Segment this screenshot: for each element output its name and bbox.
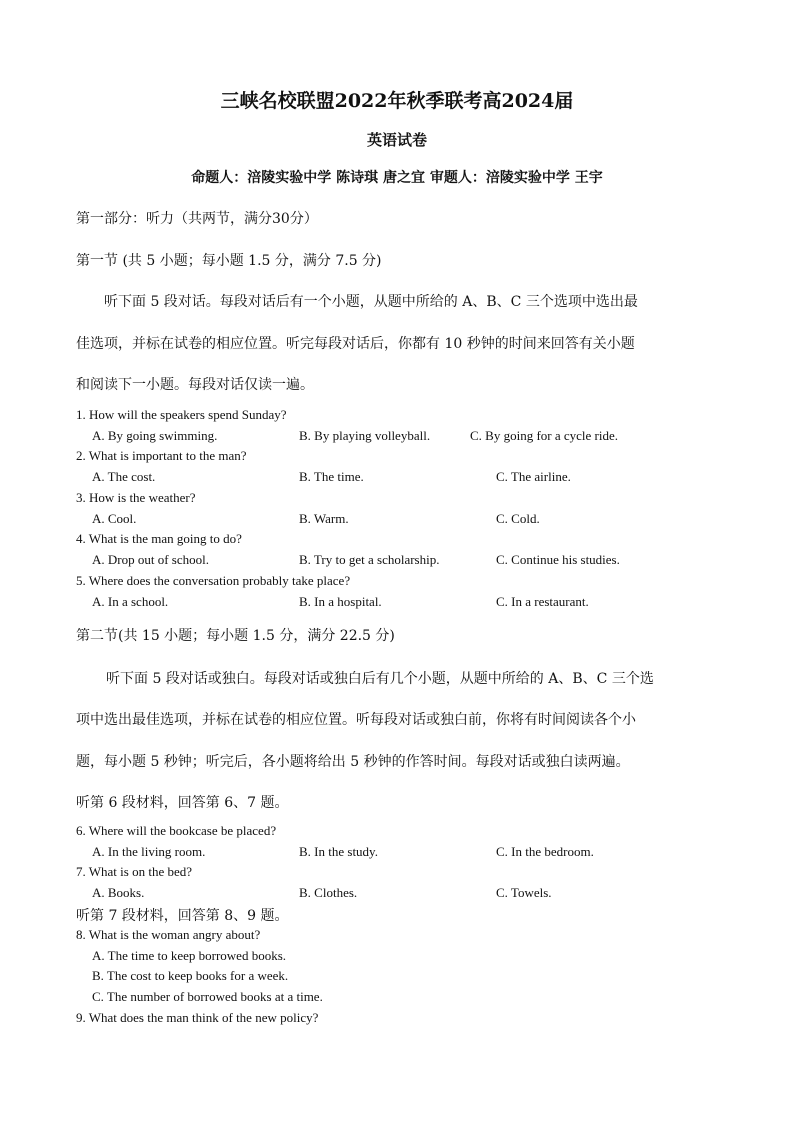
q7-option-c: C. Towels.: [496, 885, 552, 900]
q7-option-a: A. Books.: [92, 885, 145, 900]
section1-instructions-line3: 和阅读下一小题。每段对话仅读一遍。: [76, 377, 314, 393]
part1-heading: 第一部分：听力（共两节，满分30分）: [76, 211, 318, 227]
q2-option-a: A. The cost.: [92, 469, 156, 484]
exam-subject: 英语试卷: [366, 131, 427, 149]
q4-option-a: A. Drop out of school.: [92, 552, 209, 567]
q4-option-b: B. Try to get a scholarship.: [299, 552, 440, 567]
q5-option-c: C. In a restaurant.: [496, 594, 589, 609]
q6-option-c: C. In the bedroom.: [496, 844, 594, 859]
q5-option-b: B. In a hospital.: [299, 594, 382, 609]
q1-option-c: C. By going for a cycle ride.: [470, 428, 619, 443]
q3-option-b: B. Warm.: [299, 511, 349, 526]
q1-option-b: B. By playing volleyball.: [299, 428, 431, 443]
q5-option-a: A. In a school.: [92, 594, 169, 609]
question-8: 8. What is the woman angry about?: [76, 927, 261, 942]
material-7-heading: 听第 7 段材料，回答第 8、9 题。: [76, 908, 289, 924]
section2-instructions-line2: 项中选出最佳选项，并标在试卷的相应位置。听每段对话或独白前，你将有时间阅读各个小: [76, 712, 636, 728]
exam-title: 三峡名校联盟2022年秋季联考高2024届: [220, 90, 574, 112]
q6-option-a: A. In the living room.: [92, 844, 206, 859]
question-6: 6. Where will the bookcase be placed?: [76, 823, 277, 838]
q2-option-b: B. The time.: [299, 469, 364, 484]
section1-heading: 第一节 (共 5 小题；每小题 1.5 分，满分 7.5 分): [76, 253, 382, 269]
question-1: 1. How will the speakers spend Sunday?: [76, 407, 287, 422]
question-7: 7. What is on the bed?: [76, 864, 193, 879]
exam-authors: 命题人：涪陵实验中学 陈诗琪 唐之宜 审题人：涪陵实验中学 王宇: [191, 170, 603, 186]
material-6-heading: 听第 6 段材料，回答第 6、7 题。: [76, 795, 289, 811]
section2-heading: 第二节(共 15 小题；每小题 1.5 分，满分 22.5 分): [76, 628, 395, 644]
question-2: 2. What is important to the man?: [76, 448, 247, 463]
q8-option-a: A. The time to keep borrowed books.: [92, 948, 286, 963]
q3-option-c: C. Cold.: [496, 511, 540, 526]
q3-option-a: A. Cool.: [92, 511, 137, 526]
question-9: 9. What does the man think of the new policy?: [76, 1010, 319, 1025]
section2-instructions-line1: 听下面 5 段对话或独白。每段对话或独白后有几个小题，从题中所给的 A、B、C 三个选: [106, 671, 654, 687]
section1-instructions-line2: 佳选项，并标在试卷的相应位置。听完每段对话后，你都有 10 秒钟的时间来回答有关小题: [76, 336, 635, 352]
q8-option-b: B. The cost to keep books for a week.: [92, 968, 289, 983]
question-3: 3. How is the weather?: [76, 490, 196, 505]
section2-instructions-line3: 题，每小题 5 秒钟；听完后，各小题将给出 5 秒钟的作答时间。每段对话或独白读两遍。: [76, 754, 630, 770]
q7-option-b: B. Clothes.: [299, 885, 358, 900]
q4-option-c: C. Continue his studies.: [496, 552, 620, 567]
question-4: 4. What is the man going to do?: [76, 531, 242, 546]
question-5: 5. Where does the conversation probably take place?: [76, 573, 351, 588]
q8-option-c: C. The number of borrowed books at a time.: [92, 989, 323, 1004]
section1-instructions-line1: 听下面 5 段对话。每段对话后有一个小题，从题中所给的 A、B、C 三个选项中选出最: [104, 294, 638, 310]
q6-option-b: B. In the study.: [299, 844, 378, 859]
q2-option-c: C. The airline.: [496, 469, 571, 484]
q1-option-a: A. By going swimming.: [92, 428, 218, 443]
